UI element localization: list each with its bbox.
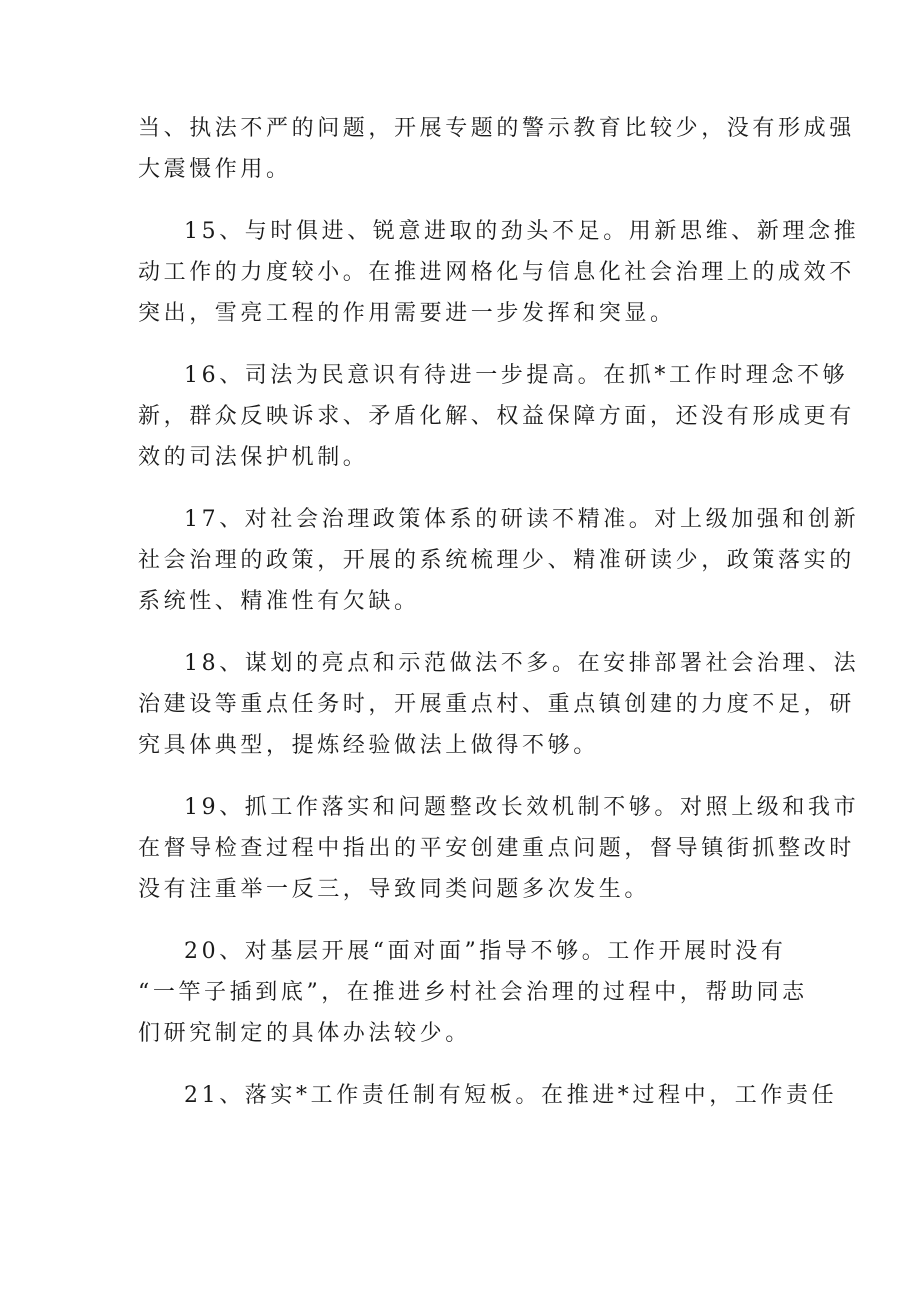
text-line: 突出，雪亮工程的作用需要进一步发挥和突显。 <box>138 301 676 326</box>
paragraph-16 <box>138 355 855 478</box>
paragraph-20 <box>138 931 808 1054</box>
text-line: 新，群众反映诉求、矛盾化解、权益保障方面，还没有形成更有 <box>138 404 855 429</box>
text-line: 大震慑作用。 <box>138 157 292 182</box>
text-line: 20、对基层开展“面对面”指导不够。工作开展时没有 <box>184 939 787 964</box>
paragraph-14-continued <box>138 108 855 190</box>
paragraph-18 <box>138 643 860 766</box>
paragraph-21 <box>138 1075 838 1116</box>
text-line: 15、与时俱进、锐意进取的劲头不足。用新思维、新理念推 <box>184 219 860 244</box>
paragraph-15 <box>138 211 860 334</box>
text-line: 在督导检查过程中指出的平安创建重点问题，督导镇街抓整改时 <box>138 836 855 861</box>
text-line: 动工作的力度较小。在推进网格化与信息化社会治理上的成效不 <box>138 260 855 285</box>
text-line: 当、执法不严的问题，开展专题的警示教育比较少，没有形成强 <box>138 116 855 141</box>
text-line: 17、对社会治理政策体系的研读不精准。对上级加强和创新 <box>184 507 860 532</box>
paragraph-17 <box>138 499 860 622</box>
text-line: 16、司法为民意识有待进一步提高。在抓*工作时理念不够 <box>184 363 849 388</box>
text-line: 19、抓工作落实和问题整改长效机制不够。对照上级和我市 <box>184 795 860 820</box>
text-line: 21、落实*工作责任制有短板。在推进*过程中，工作责任 <box>184 1083 838 1108</box>
text-line: 治建设等重点任务时，开展重点村、重点镇创建的力度不足，研 <box>138 692 855 717</box>
text-line: 究具体典型，提炼经验做法上做得不够。 <box>138 733 599 758</box>
text-line: 没有注重举一反三，导致同类问题多次发生。 <box>138 877 651 902</box>
text-line: 系统性、精准性有欠缺。 <box>138 589 420 614</box>
text-line: 18、谋划的亮点和示范做法不多。在安排部署社会治理、法 <box>184 651 860 676</box>
text-line: “一竿子插到底”，在推进乡村社会治理的过程中，帮助同志 <box>138 980 808 1005</box>
text-line: 效的司法保护机制。 <box>138 445 369 470</box>
document-body <box>138 108 860 1137</box>
text-line: 社会治理的政策，开展的系统梳理少、精准研读少，政策落实的 <box>138 548 855 573</box>
paragraph-19 <box>138 787 860 910</box>
text-line: 们研究制定的具体办法较少。 <box>138 1021 471 1046</box>
